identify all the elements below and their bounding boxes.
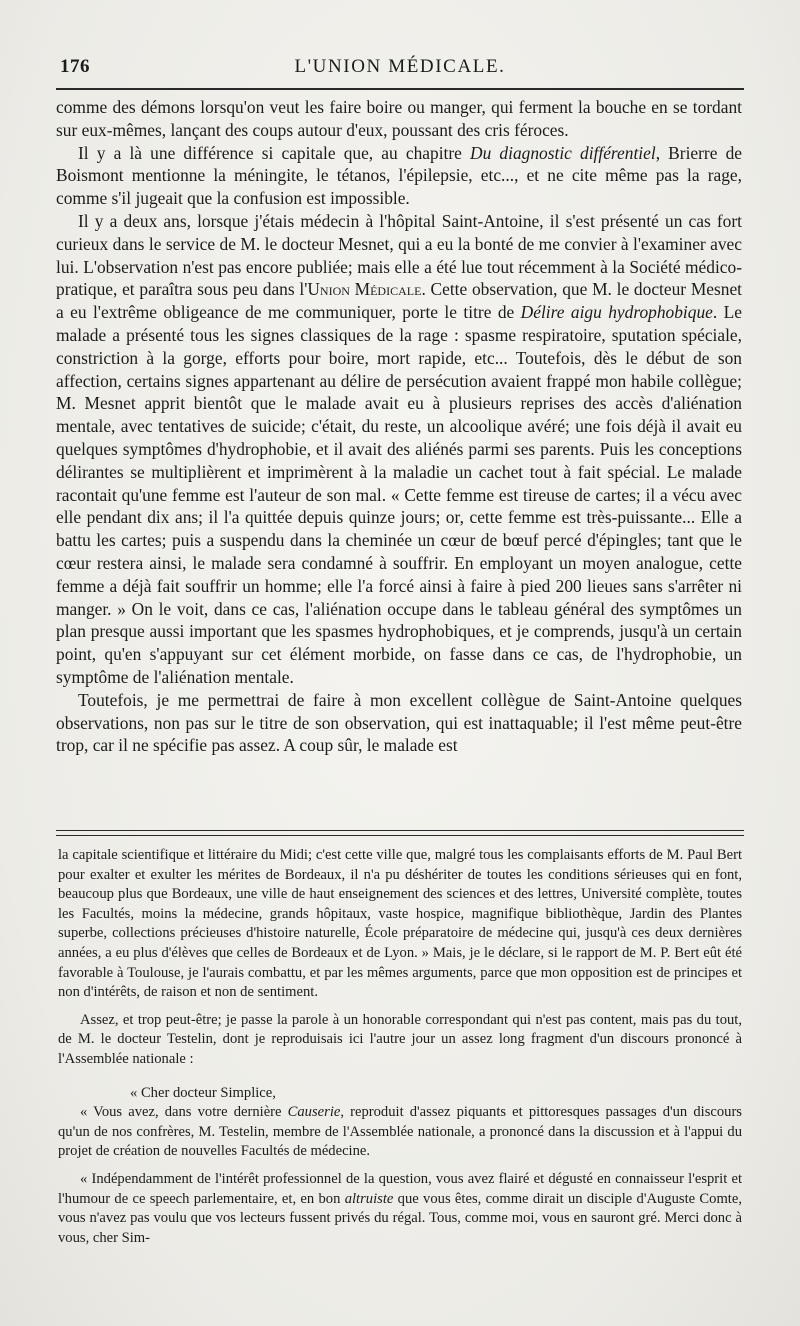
paragraph-4: Toutefois, je me permettrai de faire à mon excellent collègue de Saint-Antoine quelques observations, non pas sur le titre de son observation, qui est inattaquable; il l'est même peut-être trop, car il ne spécifie pas assez. A coup sûr, le malade est <box>56 689 742 756</box>
paragraph-3-text-a: Il y a deux ans, lorsque j'étais médecin à l'hôpital Saint-Antoine, il s'est présenté un cas fort curieux dans le service de M. le docteur Mesnet, qui a eu la bonté de me convier à l'examiner avec lui. L'observation n'est pas encore publiée; mais elle a été lue tout récemment à la Société médico-pratique, et paraîtra sous peu dans l' <box>56 210 742 300</box>
paragraph-1: comme des démons lorsqu'on veut les faire boire ou manger, qui ferment la bouche en se tordant sur eux-mêmes, lançant des coups autour d'eux, poussant des cris féroces. <box>56 97 742 140</box>
note-paragraph-2: Assez, et trop peut-être; je passe la parole à un honorable correspondant qui n'est pas content, mais pas du tout, de M. le docteur Testelin, dont je reproduisais ici l'autre jour un assez long fragment d'un discours prononcé à l'Assemblée nationale : <box>58 1011 742 1067</box>
paragraph-3-text-c: . Le malade a présenté tous les signes classiques de la rage : spasme respiratoire, sputation spéciale, constriction à la gorge, efforts pour boire, mort rapide, etc... Toutefois, dès le début de son affection, certains signes appartenant au délire de persécution avaient frappé mon habile collègue; M. Mesnet apprit bientôt que le malade avait eu à plusieurs reprises des accès d'aliénation mentale, avec tentatives de suicide; c'était, du reste, un alcoolique avéré; une fois déjà il avait eu quelques symptômes d'hydrophobie, et il avait des aliénés parmi ses parents. Puis les conceptions délirantes se multiplièrent et imprimèrent à la maladie un cachet tout à fait spécial. Le malade racontait qu'une femme est l'auteur de son mal. « Cette femme est tireuse de cartes; il a vécu avec elle pendant dix ans; il l'a quittée depuis quinze jours; or, cette femme est très-puissante... Elle a battu les cartes; puis a suspendu dans la cheminée un cœur de bœuf percé d'épingles; tant que le cœur restera ainsi, le malade sera condamné à souffrir. En employant un moyen analogue, cette femme a déjà fait souffrir un homme; elle l'a forcé ainsi à faire à pied 200 lieues sans s'arrêter ni manger. » On le voit, dans ce cas, l'aliénation occupe dans le tableau général des symptômes un plan presque aussi important que les spasmes hydrophobiques, et je comprends, jusqu'à un certain point, qu'en s'appuyant sur cet élément morbide, on fasse dans ce cas, de l'hydrophobie, un symptôme de l'aliénation mentale. <box>56 302 742 687</box>
running-header <box>56 52 744 82</box>
paragraph-2 <box>56 142 742 210</box>
paragraph-3-italic: Délire aigu hydrophobique <box>520 302 713 323</box>
feuilleton-rule <box>56 830 744 836</box>
paragraph-3-text-b: . Cette observation, que M. le docteur Mesnet a eu l'extrême obligeance de me communiquer, porte le titre de <box>56 279 743 323</box>
main-text <box>56 96 742 757</box>
journal-title: L'UNION MÉDICALE. <box>294 56 506 77</box>
note-paragraph-4 <box>58 1103 742 1162</box>
paragraph-2-text-b: , Brierre de Boismont mentionne la méningite, le tétanos, l'épilepsie, etc..., et ne cite même pas la rage, comme s'il jugeait que la confusion est impossible. <box>56 142 742 209</box>
note-paragraph-4-text-b: , reproduit d'assez piquants et pittoresques passages d'un discours qu'un de nos confrères, M. Testelin, membre de l'Assemblée nationale, a prononcé dans la discussion et à l'appui du projet de création de nouvelles Facultés de médecine. <box>58 1104 742 1160</box>
paragraph-3 <box>56 210 742 689</box>
note-paragraph-5-italic: altruiste <box>344 1190 394 1207</box>
note-paragraph-5 <box>58 1170 742 1248</box>
note-paragraph-5-text-a: « Indépendamment de l'intérêt professionnel de la question, vous avez flairé et dégusté en connaisseur l'esprit et l'humour de ce speech parlementaire, et, en bon <box>58 1170 742 1207</box>
note-paragraph-5-text-b: que vous êtes, comme dirait un disciple d'Auguste Comte, vous n'avez pas voulu que vos lecteurs fussent privés du régal. Tous, comme moi, vous en sauront gré. Merci donc à vous, cher Sim- <box>58 1190 742 1246</box>
note-paragraph-4-text-a: « Vous avez, dans votre dernière <box>80 1104 288 1121</box>
paragraph-2-italic: Du diagnostic différentiel <box>470 142 656 163</box>
note-paragraph-4-italic: Causerie <box>287 1104 341 1121</box>
paragraph-2-text-a: Il y a là une différence si capitale que, au chapitre <box>78 142 471 163</box>
feuilleton-text <box>58 846 742 1248</box>
header-rule <box>56 88 744 90</box>
letter-salutation: « Cher docteur Simplice, <box>130 1084 276 1101</box>
note-paragraph-1: la capitale scientifique et littéraire du Midi; c'est cette ville que, malgré tous les complaisants efforts de M. Paul Bert pour exalter et exulter les mérites de Bordeaux, il n'a pu déshériter de toutes les conditions sérieuses qui en font, beaucoup plus que Bordeaux, une ville de haut enseignement des sciences et des lettres, Université complète, toutes les Facultés, moins la médecine, grands hôpitaux, vaste hospice, magnifique bibliothèque, Jardin des Plantes superbe, collections précieuses d'histoire naturelle, École préparatoire de médecine qui, jusqu'à ces deux dernières années, a eu plus d'élèves que celles de Bordeaux et de Lyon. » Mais, je le déclare, si le rapport de M. P. Bert eût été favorable à Toulouse, je l'aurais combattu, et par les mêmes arguments, parce que mon opposition est de principes et non d'intérêts, de raison et non de sentiment. <box>58 847 742 1001</box>
journal-name-smallcaps: Union Médicale <box>307 279 422 300</box>
page-number: 176 <box>60 56 90 77</box>
